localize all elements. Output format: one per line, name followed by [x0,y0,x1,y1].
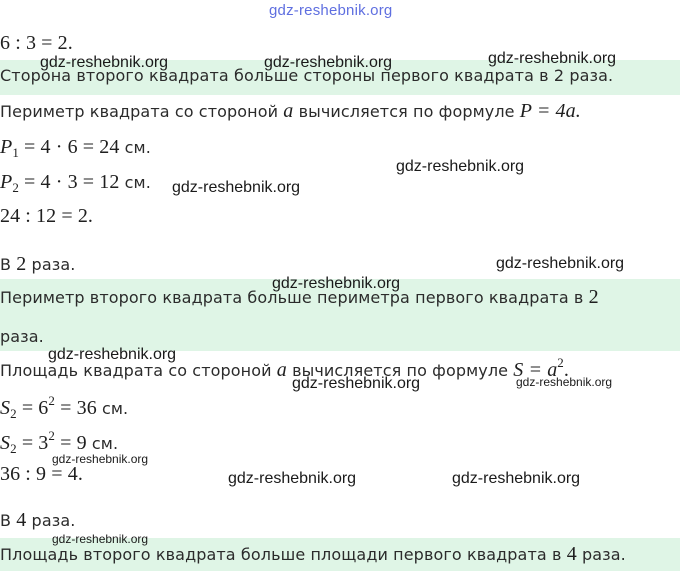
text: раза. [576,545,626,564]
perimeter-1-equation [0,136,151,161]
text: Периметр второго квадрата больше периметра первого квадрата в [0,288,589,307]
watermark: gdz-reshebnik.org [292,375,421,392]
equation-6-div-3: 6 : 3 = 2. [0,32,73,54]
watermark: gdz-reshebnik.org [496,255,625,272]
conclusion-sides: Сторона второго квадрата больше стороны первого квадрата в 2 раза. [0,66,614,85]
conclusion-perimeter-cont: раза. [0,327,44,346]
var-a: a [276,359,287,381]
watermark: gdz-reshebnik.org [488,50,617,67]
watermark: gdz-reshebnik.org [396,158,525,175]
expression: = 6 [16,397,49,419]
expression: = 36 [55,397,97,419]
subscript: 1 [12,145,19,160]
var-s: S [0,432,11,454]
expression: = 4 · 6 = 24 [18,136,120,158]
watermark: gdz-reshebnik.org [172,179,301,196]
text: вычисляется по формуле [293,102,520,121]
watermark: gdz-reshebnik.org [40,54,169,71]
watermark-header: gdz-reshebnik.org [269,2,393,19]
text: Периметр квадрата со стороной [0,102,284,121]
var-p: P [0,171,13,193]
unit: см. [96,399,129,418]
text: В [0,511,17,530]
watermark: gdz-reshebnik.org [452,470,581,487]
expression: = 3 [16,432,49,454]
superscript: 2 [48,393,56,408]
expression: = 9 [55,432,87,454]
perimeter-formula-sentence [0,100,581,123]
unit: см. [119,173,151,192]
watermark: gdz-reshebnik.org [516,375,613,389]
unit: см. [86,434,119,453]
var-p: P [0,136,13,158]
answer-2-times [0,253,75,276]
watermark: gdz-reshebnik.org [52,532,149,546]
watermark: gdz-reshebnik.org [52,452,149,466]
number: 2 [16,253,27,275]
formula-area: S = a [513,359,558,381]
formula-perimeter: P = 4a. [519,100,581,122]
text: раза. [26,255,76,274]
watermark: gdz-reshebnik.org [264,54,393,71]
answer-4-times [0,509,75,532]
subscript: 2 [10,406,17,421]
watermark: gdz-reshebnik.org [48,346,177,363]
equation-24-div-12: 24 : 12 = 2. [0,205,94,227]
punct: . [563,359,570,381]
text: Площадь второго квадрата больше площади первого квадрата в [0,545,567,564]
equation-36-div-9: 36 : 9 = 4. [0,463,83,485]
text: Площадь квадрата со стороной [0,361,277,380]
number: 4 [16,509,27,531]
watermark: gdz-reshebnik.org [272,275,401,292]
superscript: 2 [48,428,56,443]
text: вычисляется по формуле [286,361,514,380]
text: раза. [26,511,76,530]
conclusion-area [0,543,626,566]
superscript: 2 [557,355,564,370]
area-1-equation [0,393,128,422]
var-a: a [283,100,294,122]
var-s: S [0,397,11,419]
number: 2 [588,286,599,308]
watermark: gdz-reshebnik.org [228,470,357,487]
subscript: 2 [12,180,19,195]
perimeter-2-equation [0,171,151,196]
subscript: 2 [10,441,17,456]
expression: = 4 · 3 = 12 [18,171,120,193]
number: 4 [566,543,577,565]
unit: см. [119,138,151,157]
text: В [0,255,17,274]
